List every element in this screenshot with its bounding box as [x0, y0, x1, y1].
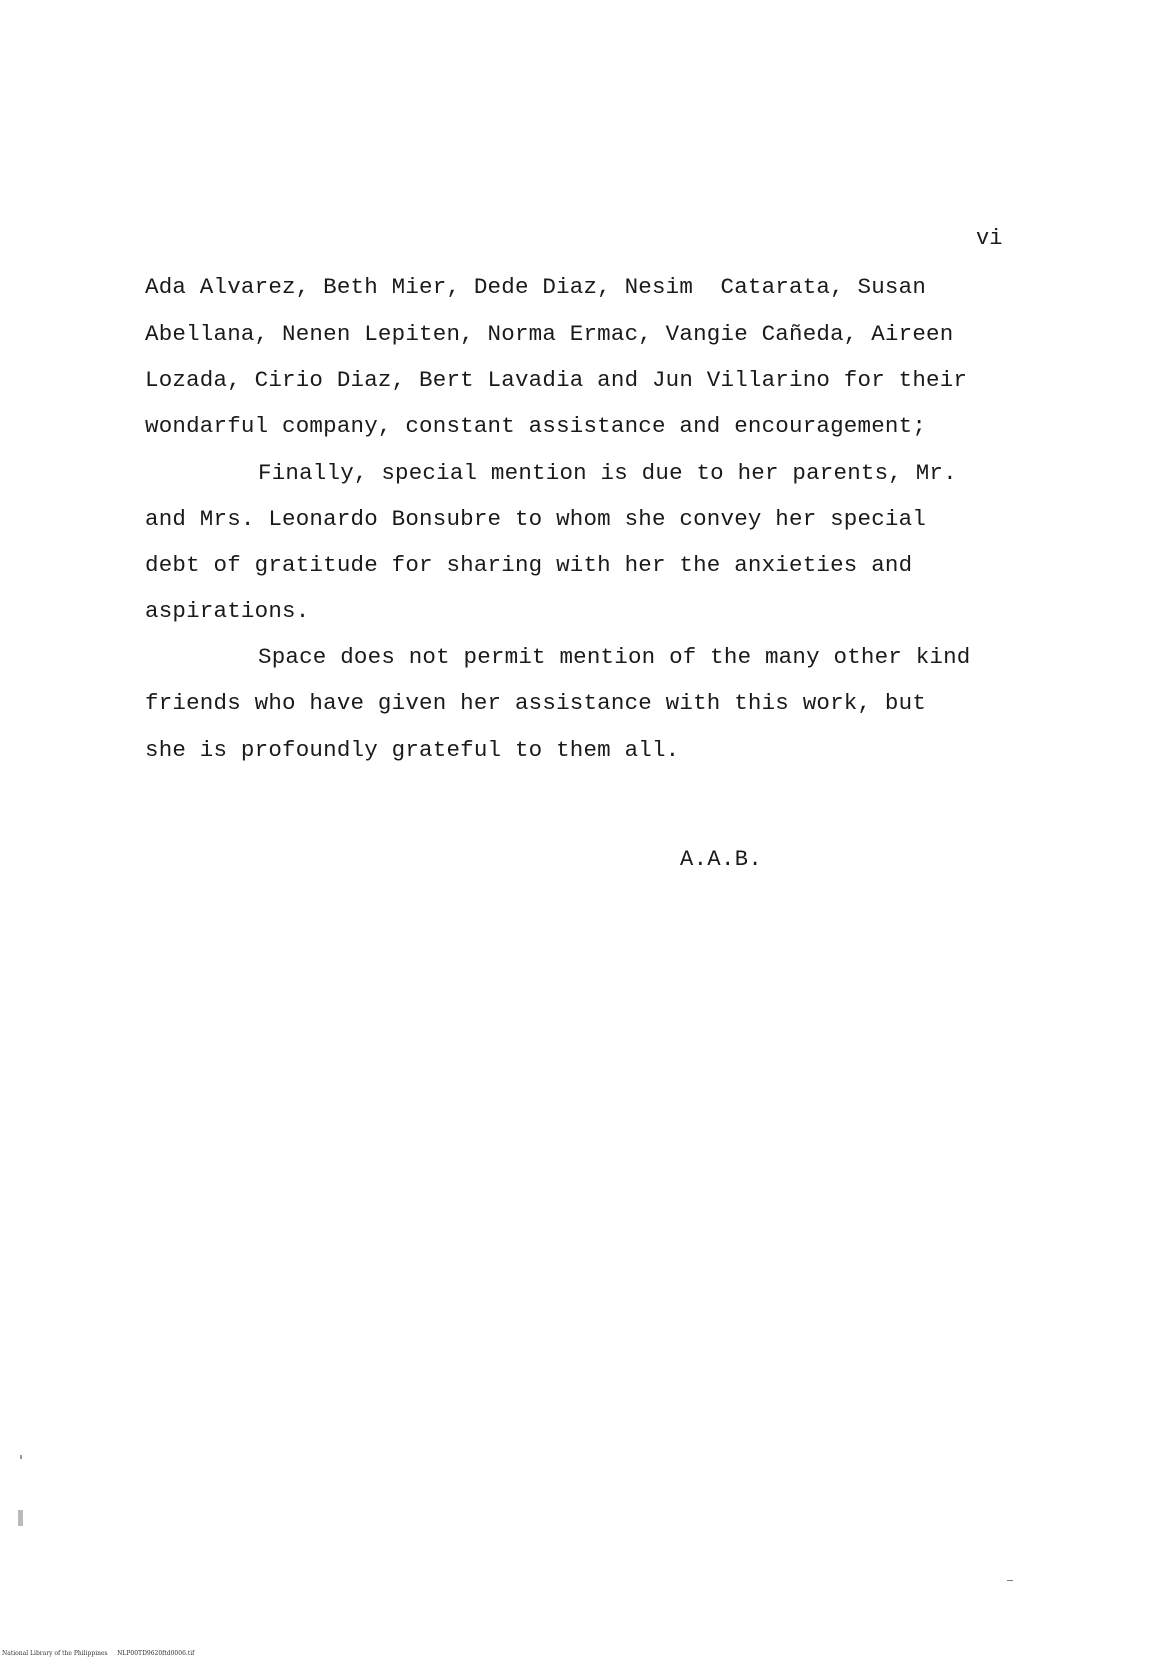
page-number: vi	[976, 226, 1003, 251]
scan-speck	[1007, 1580, 1013, 1581]
text-line: Space does not permit mention of the many other kind	[258, 644, 971, 670]
text-line: aspirations.	[145, 598, 310, 624]
text-line: Lozada, Cirio Diaz, Bert Lavadia and Jun Villarino for their	[145, 367, 968, 393]
footer-caption: National Library of the Philippines NLP00TD9620ftd0006.tif	[2, 1650, 195, 1657]
text-line: Abellana, Nenen Lepiten, Norma Ermac, Vangie Cañeda, Aireen	[145, 321, 954, 347]
text-line: wondarful company, constant assistance and encouragement;	[145, 413, 927, 439]
scan-speck	[20, 1455, 22, 1459]
scan-speck	[18, 1510, 23, 1526]
text-line: debt of gratitude for sharing with her the anxieties and	[145, 552, 913, 578]
text-line: and Mrs. Leonardo Bonsubre to whom she convey her special	[145, 506, 927, 532]
text-line: friends who have given her assistance with this work, but	[145, 690, 927, 716]
text-line: Ada Alvarez, Beth Mier, Dede Diaz, Nesim Catarata, Susan	[145, 274, 927, 300]
signature-initials: A.A.B.	[680, 847, 763, 872]
text-line: she is profoundly grateful to them all.	[145, 737, 680, 763]
text-line: Finally, special mention is due to her parents, Mr.	[258, 460, 957, 486]
